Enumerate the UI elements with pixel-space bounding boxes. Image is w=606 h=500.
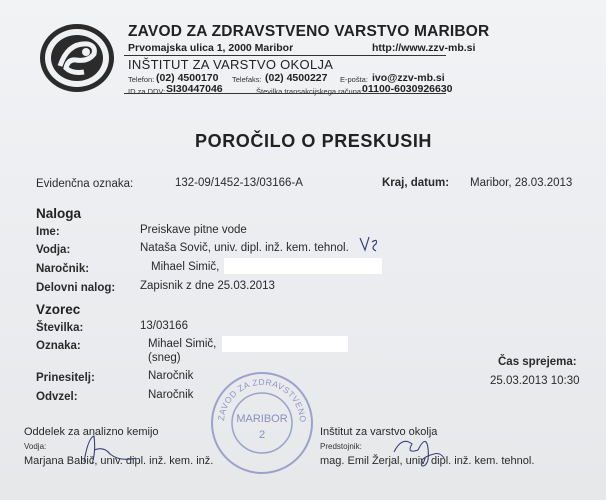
leader-value: Nataša Sovič, univ. dipl. inž. kem. tehnol. (140, 242, 349, 254)
mark-value-note: (sneg) (148, 352, 181, 364)
number-value: 13/03166 (140, 320, 188, 332)
account-label: Številka transakcijskega računa: (256, 87, 364, 96)
org-address: Prvomajska ulica 1, 2000 Maribor (128, 42, 294, 54)
org-name: ZAVOD ZA ZDRAVSTVENO VARSTVO MARIBOR (128, 23, 490, 40)
email-value: ivo@zzv-mb.si (372, 72, 445, 84)
right-department: Inštitut za varstvo okolja (320, 426, 438, 438)
stamp-number: 2 (258, 429, 266, 441)
right-signature (388, 430, 448, 470)
received-value: 25.03.2013 10:30 (490, 375, 580, 387)
fax-label: Telefaks: (232, 75, 262, 84)
leader-initials-signature (358, 234, 380, 254)
mark-label: Oznaka: (36, 340, 81, 352)
client-label: Naročnik: (36, 263, 90, 275)
bringer-label: Prinesitelj: (36, 372, 95, 384)
institute-logo (38, 22, 116, 94)
institute-name: INŠTITUT ZA VARSTVO OKOLJA (128, 57, 334, 72)
collector-value: Naročnik (148, 389, 194, 401)
stamp-ring-text: ZAVOD ZA ZDRAVSTVENO (216, 376, 309, 424)
leader-label: Vodja: (36, 244, 71, 256)
org-website: http://www.zzv-mb.si (372, 42, 476, 54)
client-redaction (224, 258, 382, 274)
left-person: Marjana Babič, univ. dipl. inž. kem. inž. (24, 455, 214, 467)
account-value: 01100-6030926630 (362, 83, 453, 95)
name-value: Preiskave pitne vode (140, 224, 247, 236)
fax-value: (02) 4500227 (265, 72, 328, 84)
ref-label: Evidenčna oznaka: (36, 178, 134, 190)
document-title: POROČILO O PRESKUSIH (195, 131, 433, 151)
left-department: Oddelek za analizno kemijo (24, 426, 159, 438)
order-value: Zapisnik z dne 25.03.2013 (140, 280, 275, 292)
stamp-city: MARIBOR (236, 413, 288, 425)
client-value: Mihael Simič, (151, 261, 220, 273)
mark-redaction (222, 336, 348, 352)
vat-label: ID za DDV: (128, 87, 166, 96)
phone-value: (02) 4500170 (156, 72, 219, 84)
mark-value: Mihael Simič, (148, 338, 217, 350)
email-label: E-pošta: (340, 75, 368, 84)
collector-label: Odvzel: (36, 391, 78, 403)
header-divider-bottom (124, 93, 446, 94)
right-role: Predstojnik: (320, 442, 362, 451)
right-person: mag. Emil Žerjal, univ. dipl. inž. kem. tehnol. (320, 455, 535, 467)
ref-value: 132-09/1452-13/03166-A (175, 177, 303, 189)
vat-value: SI30447046 (166, 83, 223, 95)
phone-label: Telefon: (128, 75, 155, 84)
institute-stamp (207, 368, 317, 478)
section-naloga: Naloga (36, 206, 82, 221)
place-date-value: Maribor, 28.03.2013 (470, 177, 573, 189)
number-label: Številka: (36, 322, 84, 334)
name-label: Ime: (36, 226, 60, 238)
section-vzorec: Vzorec (36, 302, 81, 317)
order-label: Delovni nalog: (36, 282, 116, 294)
left-role: Vodja: (24, 442, 47, 451)
bringer-value: Naročnik (148, 370, 194, 382)
received-label: Čas sprejema: (498, 356, 577, 368)
left-signature (80, 432, 140, 468)
place-date-label: Kraj, datum: (382, 177, 450, 189)
header-divider (124, 55, 446, 56)
